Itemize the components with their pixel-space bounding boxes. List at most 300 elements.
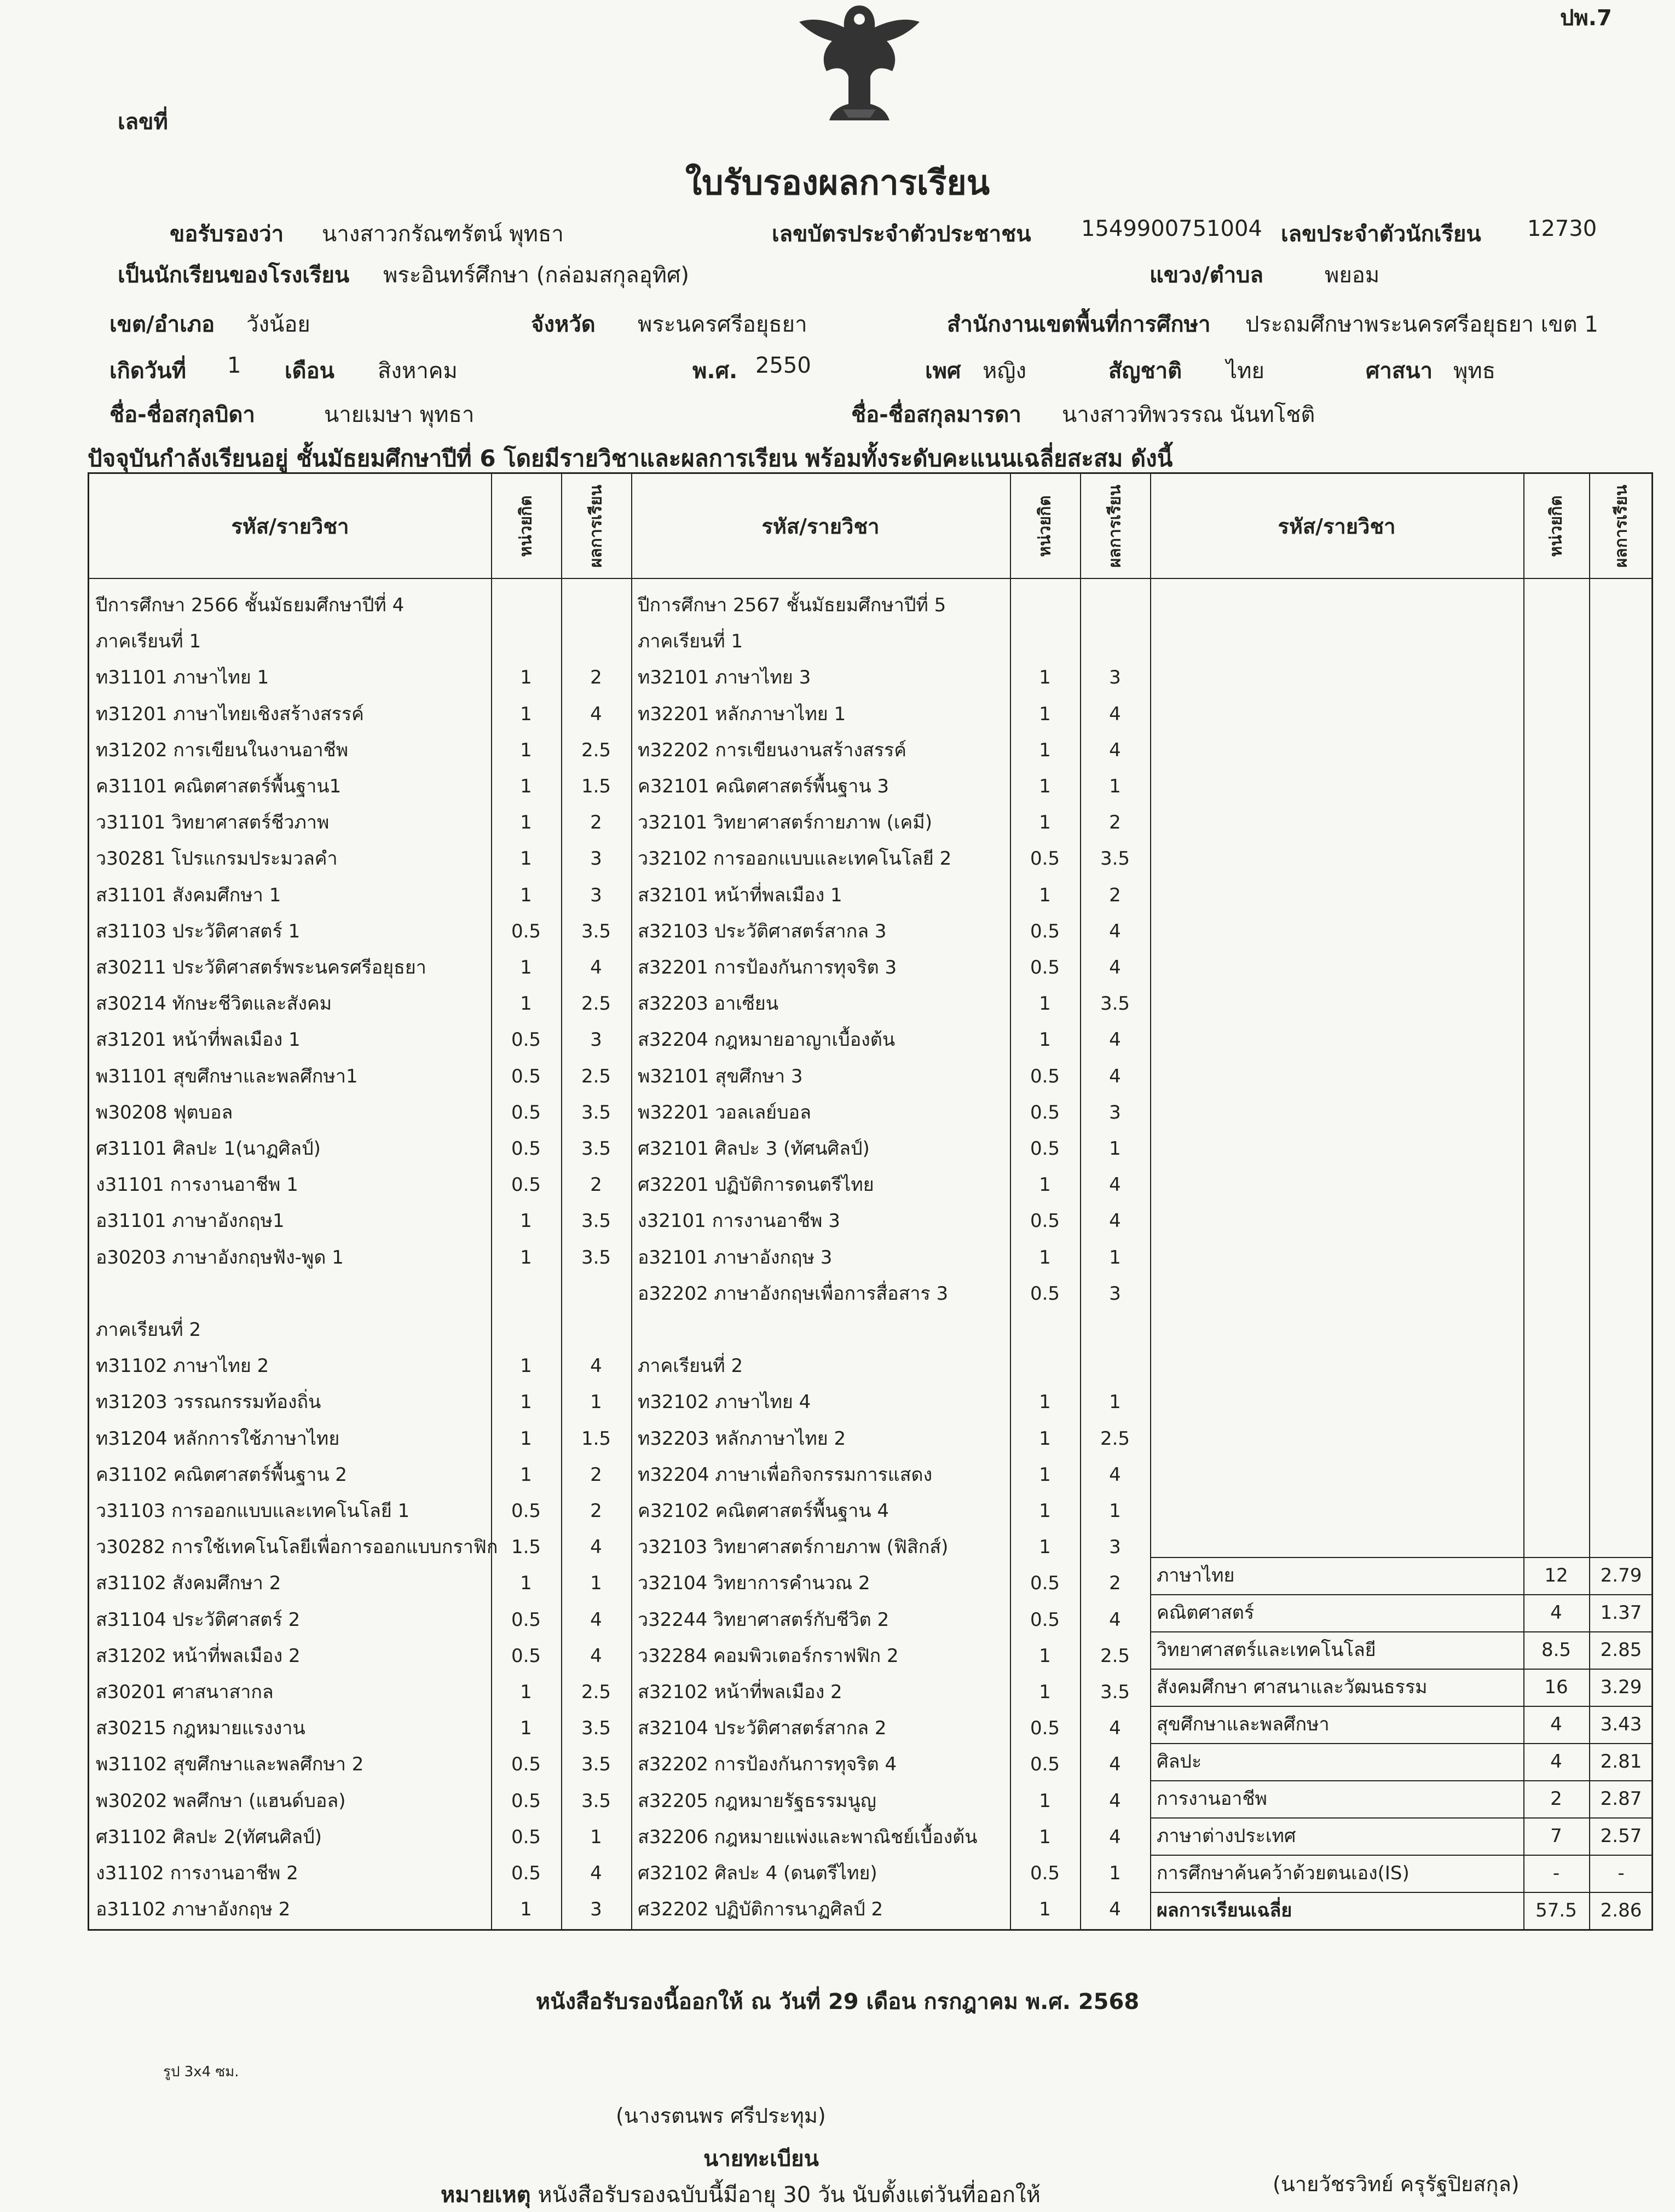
- credit-cell: [1010, 589, 1080, 622]
- grade-cell: 3: [590, 1898, 602, 1921]
- credit-cell: 0.5: [1030, 1101, 1060, 1124]
- credit-cell: 0.5: [511, 1101, 541, 1124]
- credit-cell: 1: [1039, 703, 1051, 725]
- grade-cell: 2.5: [581, 1065, 611, 1087]
- summary-credit-cell: 8.5: [1541, 1639, 1572, 1661]
- grade-cell: [1080, 1350, 1150, 1382]
- education-office: ประถมศึกษาพระนครศรีอยุธยา เขต 1: [1245, 312, 1598, 337]
- subject-cell: ส30201 ศาสนาสากล: [96, 1681, 274, 1703]
- student-name: นางสาวกรัณฑรัตน์ พุทธา: [322, 222, 564, 247]
- subject-cell: ว32101 วิทยาศาสตร์กายภาพ (เคมี): [638, 812, 932, 834]
- subject-cell: ภาคเรียนที่ 1: [638, 630, 743, 653]
- subject-cell: ท31202 การเขียนในงานอาชีพ: [96, 739, 349, 761]
- subject-cell: ภาคเรียนที่ 1: [96, 630, 201, 653]
- summary-grade-cell: 2.85: [1600, 1639, 1642, 1661]
- grade-cell: 3.5: [581, 1717, 611, 1740]
- summary-subject-cell: การศึกษาค้นคว้าด้วยตนเอง(IS): [1157, 1862, 1410, 1884]
- subject-cell: ศ32202 ปฏิบัติการนาฏศิลป์ 2: [638, 1898, 883, 1921]
- subject-cell: ท31201 ภาษาไทยเชิงสร้างสรรค์: [96, 703, 364, 725]
- summary-grade-cell: 2.86: [1600, 1900, 1642, 1921]
- garuda-emblem-icon: [777, 0, 942, 126]
- grade-cell: 3.5: [581, 1101, 611, 1124]
- summary-grade-cell: 3.29: [1600, 1676, 1642, 1698]
- summary-subject-cell: ภาษาไทย: [1157, 1565, 1235, 1586]
- credit-cell: [491, 625, 561, 658]
- credit-cell: 1: [1039, 1391, 1051, 1414]
- student-info-line-1: [0, 216, 1675, 249]
- summary-credit-cell: 4: [1550, 1751, 1562, 1773]
- grade-cell: 4: [1109, 1608, 1121, 1631]
- credit-cell: 1: [520, 812, 532, 834]
- student-info-line-4: [0, 353, 1675, 386]
- credit-cell: 1: [520, 1572, 532, 1595]
- form-code: ปพ.7: [1560, 5, 1612, 31]
- grade-cell: 2: [1109, 812, 1121, 834]
- province: พระนครศรีอยุธยา: [638, 312, 807, 337]
- subject-cell: อ31101 ภาษาอังกฤษ1: [96, 1210, 285, 1232]
- subject-cell: ท31204 หลักการใช้ภาษาไทย: [96, 1427, 340, 1450]
- subject-cell: ท31101 ภาษาไทย 1: [96, 667, 269, 689]
- district: วังน้อย: [246, 312, 310, 337]
- header-subject-3: รหัส/รายวิชา: [1278, 514, 1396, 538]
- grade-cell: 3.5: [581, 1753, 611, 1776]
- registrar-title: นายทะเบียน: [703, 2146, 819, 2172]
- grade-cell: 1: [1109, 1862, 1121, 1884]
- credit-cell: 0.5: [1030, 1717, 1060, 1740]
- subject-cell: ส31101 สังคมศึกษา 1: [96, 884, 281, 906]
- grade-cell: [561, 625, 631, 658]
- credit-cell: 1: [520, 1681, 532, 1703]
- credit-cell: 1: [520, 957, 532, 978]
- subdistrict: พยอม: [1325, 263, 1380, 288]
- status-line: ปัจจุบันกำลังเรียนอยู่ ชั้นมัธยมศึกษาปีที่ 6 โดยมีรายวิชาและผลการเรียน พร้อมทั้งระดับคะแนนเฉลี่ยสะสม ดังนี้: [88, 445, 1173, 472]
- subject-cell: อ30203 ภาษาอังกฤษฟัง-พูด 1: [96, 1246, 344, 1269]
- grade-cell: 1.5: [581, 1427, 611, 1450]
- grade-cell: 2.5: [581, 993, 611, 1015]
- district-label: เขต/อำเภอ: [109, 312, 215, 337]
- subject-cell: ว32284 คอมพิวเตอร์กราฟฟิก 2: [638, 1644, 899, 1667]
- student-info-line-3: [0, 306, 1675, 339]
- registrar-name: (นางรตนพร ศรีประทุม): [616, 2104, 826, 2128]
- birth-day: 1: [227, 353, 241, 378]
- subject-cell: อ32101 ภาษาอังกฤษ 3: [638, 1246, 833, 1269]
- credit-cell: 0.5: [1030, 1572, 1060, 1595]
- credit-cell: [491, 1313, 561, 1346]
- nationality: ไทย: [1226, 358, 1264, 384]
- credit-cell: 1: [1039, 1500, 1051, 1522]
- credit-cell: 1: [520, 1210, 532, 1232]
- credit-cell: [491, 589, 561, 622]
- grade-cell: 3.5: [581, 1210, 611, 1232]
- subject-cell: ท31203 วรรณกรรมท้องถิ่น: [96, 1391, 321, 1414]
- credit-cell: 0.5: [1030, 957, 1060, 978]
- grade-cell: 4: [1109, 1463, 1121, 1486]
- credit-cell: 0.5: [511, 1608, 541, 1631]
- subject-cell: ศ31102 ศิลปะ 2(ทัศนศิลป์): [96, 1826, 322, 1848]
- summary-row-line: [1150, 1706, 1651, 1707]
- summary-subject-cell: ผลการเรียนเฉลี่ย: [1157, 1900, 1292, 1921]
- grade-cell: 2: [590, 1174, 602, 1196]
- subject-cell: พ30202 พลศึกษา (แฮนด์บอล): [96, 1790, 346, 1812]
- credit-cell: 1: [1039, 739, 1051, 761]
- grade-cell: 4: [590, 1355, 602, 1377]
- subject-cell: ส31202 หน้าที่พลเมือง 2: [96, 1644, 301, 1667]
- credit-cell: 1: [1039, 993, 1051, 1015]
- summary-grade-cell: 3.43: [1600, 1713, 1642, 1735]
- subject-cell: ท31102 ภาษาไทย 2: [96, 1355, 269, 1377]
- credit-cell: 0.5: [1030, 848, 1060, 870]
- subject-cell: ส31102 สังคมศึกษา 2: [96, 1572, 281, 1595]
- grade-table: [88, 472, 1653, 1931]
- credit-cell: 1: [1039, 1427, 1051, 1450]
- grade-cell: 3: [1109, 667, 1121, 689]
- subject-cell: ปีการศึกษา 2566 ชั้นมัธยมศึกษาปีที่ 4: [96, 594, 405, 616]
- header-grade-1: ผลการเรียน: [586, 484, 606, 568]
- summary-grade-cell: 2.81: [1600, 1751, 1642, 1773]
- subject-cell: ส30211 ประวัติศาสตร์พระนครศรีอยุธยา: [96, 957, 426, 978]
- grade-cell: 3.5: [581, 1790, 611, 1812]
- credit-cell: 0.5: [511, 1065, 541, 1087]
- grade-cell: 3.5: [581, 1246, 611, 1269]
- sex: หญิง: [983, 358, 1026, 384]
- subject-cell: ว30281 โปรแกรมประมวลคำ: [96, 848, 338, 870]
- grade-cell: [1080, 589, 1150, 622]
- summary-grade-cell: 2.87: [1600, 1788, 1642, 1810]
- header-credit-2: หน่วยกิต: [1035, 495, 1055, 557]
- summary-grade-cell: 1.37: [1600, 1602, 1642, 1624]
- subject-cell: ส32101 หน้าที่พลเมือง 1: [638, 884, 842, 906]
- remark-text: หนังสือรับรองฉบับนี้มีอายุ 30 วัน นับตั้งแต่วันที่ออกให้: [538, 2182, 1041, 2208]
- student-no-label: เลขประจำตัวนักเรียน: [1281, 222, 1481, 247]
- summary-subject-cell: ภาษาต่างประเทศ: [1157, 1825, 1296, 1847]
- subject-cell: ง31102 การงานอาชีพ 2: [96, 1862, 298, 1884]
- grade-cell: [1080, 1313, 1150, 1346]
- subject-cell: ว32102 การออกแบบและเทคโนโลยี 2: [638, 848, 952, 870]
- grade-cell: 4: [1109, 1717, 1121, 1740]
- grade-cell: [561, 1277, 631, 1310]
- birth-day-label: เกิดวันที่: [109, 358, 187, 384]
- grade-cell: 3: [1109, 1536, 1121, 1559]
- student-info-line-6: [0, 441, 1675, 473]
- credit-cell: 1: [520, 1355, 532, 1377]
- sex-label: เพศ: [925, 358, 961, 384]
- subject-cell: ท32201 หลักภาษาไทย 1: [638, 703, 846, 725]
- grade-cell: 1: [1109, 1246, 1121, 1269]
- credit-cell: 1: [1039, 1790, 1051, 1812]
- grade-cell: 1: [1109, 1391, 1121, 1414]
- header-subject-2: รหัส/รายวิชา: [761, 514, 880, 538]
- credit-cell: 0.5: [1030, 1138, 1060, 1160]
- id-card-number: 1549900751004: [1081, 216, 1262, 241]
- grade-cell: 3: [1109, 1282, 1121, 1305]
- grade-cell: 4: [1109, 1210, 1121, 1232]
- grade-cell: 2: [1109, 1572, 1121, 1595]
- credit-cell: 0.5: [1030, 1608, 1060, 1631]
- subject-cell: ส31103 ประวัติศาสตร์ 1: [96, 920, 301, 942]
- credit-cell: 1.5: [511, 1536, 541, 1559]
- summary-grade-cell: 2.57: [1600, 1825, 1642, 1847]
- subject-cell: ภาคเรียนที่ 2: [96, 1319, 201, 1341]
- religion-label: ศาสนา: [1366, 358, 1433, 384]
- grade-cell: 1: [1109, 1500, 1121, 1522]
- subject-cell: ศ32201 ปฏิบัติการดนตรีไทย: [638, 1174, 874, 1196]
- grade-cell: 1: [590, 1391, 602, 1414]
- summary-credit-cell: 12: [1544, 1565, 1568, 1586]
- subject-cell: ส32206 กฎหมายแพ่งและพาณิชย์เบื้องต้น: [638, 1826, 978, 1848]
- grade-cell: 2.5: [581, 739, 611, 761]
- grade-cell: 4: [590, 1608, 602, 1631]
- certify-label: ขอรับรองว่า: [170, 222, 284, 247]
- summary-credit-cell: 2: [1550, 1788, 1562, 1810]
- summary-row-line: [1150, 1594, 1651, 1595]
- grade-cell: 4: [1109, 1174, 1121, 1196]
- subject-cell: ส30214 ทักษะชีวิตและสังคม: [96, 993, 332, 1015]
- grade-cell: 2: [590, 667, 602, 689]
- summary-credit-cell: 7: [1550, 1825, 1562, 1847]
- grade-cell: 4: [1109, 1753, 1121, 1776]
- subject-cell: ว31101 วิทยาศาสตร์ชีวภาพ: [96, 812, 330, 834]
- credit-cell: 0.5: [1030, 1753, 1060, 1776]
- subject-cell: ท32204 ภาษาเพื่อกิจกรรมการแสดง: [638, 1463, 933, 1486]
- subject-cell: ศ32102 ศิลปะ 4 (ดนตรีไทย): [638, 1862, 877, 1884]
- grade-cell: 2: [590, 1500, 602, 1522]
- subject-cell: พ32201 วอลเลย์บอล: [638, 1101, 811, 1124]
- summary-subject-cell: สุขศึกษาและพลศึกษา: [1157, 1713, 1330, 1735]
- grade-cell: 2: [590, 1463, 602, 1486]
- father-label: ชื่อ-ชื่อสกุลบิดา: [109, 402, 255, 427]
- birth-month-label: เดือน: [285, 358, 335, 384]
- subject-cell: ว32104 วิทยาการคำนวณ 2: [638, 1572, 870, 1595]
- subject-cell: ว31103 การออกแบบและเทคโนโลยี 1: [96, 1500, 410, 1522]
- school-label: เป็นนักเรียนของโรงเรียน: [118, 263, 350, 288]
- credit-cell: 1: [520, 667, 532, 689]
- credit-cell: 0.5: [511, 1029, 541, 1051]
- mother-label: ชื่อ-ชื่อสกุลมารดา: [851, 402, 1021, 427]
- credit-cell: 1: [1039, 884, 1051, 906]
- subject-cell: ท32102 ภาษาไทย 4: [638, 1391, 811, 1414]
- grade-cell: 1: [590, 1572, 602, 1595]
- credit-cell: 1: [1039, 1826, 1051, 1848]
- credit-cell: 0.5: [511, 1644, 541, 1667]
- credit-cell: 1: [520, 848, 532, 870]
- credit-cell: 1: [520, 703, 532, 725]
- credit-cell: 1: [1039, 1644, 1051, 1667]
- grade-cell: 3.5: [1100, 1681, 1130, 1703]
- grade-cell: 3.5: [581, 1138, 611, 1160]
- grade-cell: 4: [1109, 1029, 1121, 1051]
- summary-subject-cell: การงานอาชีพ: [1157, 1788, 1267, 1810]
- grade-cell: 2.5: [1100, 1427, 1130, 1450]
- summary-subject-cell: สังคมศึกษา ศาสนาและวัฒนธรรม: [1157, 1676, 1428, 1698]
- credit-cell: 0.5: [511, 1790, 541, 1812]
- credit-cell: 1: [1039, 667, 1051, 689]
- grade-cell: 3.5: [1100, 993, 1130, 1015]
- summary-credit-cell: 16: [1544, 1676, 1568, 1698]
- credit-cell: 1: [520, 884, 532, 906]
- subject-cell: พ32101 สุขศึกษา 3: [638, 1065, 803, 1087]
- credit-cell: 1: [1039, 775, 1051, 797]
- summary-subject-cell: คณิตศาสตร์: [1157, 1602, 1255, 1624]
- grade-cell: 4: [1109, 739, 1121, 761]
- grade-cell: 4: [590, 1862, 602, 1884]
- credit-cell: 1: [1039, 1536, 1051, 1559]
- grade-cell: 1: [1109, 1138, 1121, 1160]
- subject-cell: ส32201 การป้องกันการทุจริต 3: [638, 957, 897, 978]
- header-subject-1: รหัส/รายวิชา: [231, 514, 349, 538]
- credit-cell: 1: [520, 993, 532, 1015]
- grade-cell: 1: [590, 1826, 602, 1848]
- subject-cell: พ30208 ฟุตบอล: [96, 1101, 233, 1124]
- grade-cell: 4: [1109, 957, 1121, 978]
- subdistrict-label: แขวง/ตำบล: [1150, 263, 1264, 288]
- director-name: (นายวัชรวิทย์ ครุรัฐปิยสกุล): [1273, 2172, 1520, 2196]
- credit-cell: 1: [520, 1427, 532, 1450]
- student-info-line-2: [0, 257, 1675, 290]
- birth-month: สิงหาคม: [378, 358, 458, 384]
- credit-cell: 1: [520, 1717, 532, 1740]
- grade-cell: 4: [590, 957, 602, 978]
- grade-cell: 4: [1109, 703, 1121, 725]
- credit-cell: 0.5: [1030, 920, 1060, 942]
- issue-date-line: หนังสือรับรองนี้ออกให้ ณ วันที่ 29 เดือน กรกฎาคม พ.ศ. 2568: [535, 1989, 1140, 2014]
- document-title: ใบรับรองผลการเรียน: [685, 163, 990, 202]
- id-card-label: เลขบัตรประจำตัวประชาชน: [772, 222, 1031, 247]
- subject-cell: ส32103 ประวัติศาสตร์สากล 3: [638, 920, 887, 942]
- subject-cell: ภาคเรียนที่ 2: [638, 1355, 743, 1377]
- grade-cell: 4: [590, 703, 602, 725]
- subject-cell: ว32103 วิทยาศาสตร์กายภาพ (ฟิสิกส์): [638, 1536, 949, 1559]
- grade-cell: 3: [590, 1029, 602, 1051]
- grade-cell: 1.5: [581, 775, 611, 797]
- credit-cell: 0.5: [511, 1862, 541, 1884]
- photo-size-note: รูป 3x4 ซม.: [163, 2064, 239, 2080]
- summary-row-line: [1150, 1817, 1651, 1819]
- subject-cell: ส32203 อาเซียน: [638, 993, 779, 1015]
- grade-cell: 3: [1109, 1101, 1121, 1124]
- summary-row-line: [1150, 1631, 1651, 1632]
- summary-subject-cell: วิทยาศาสตร์และเทคโนโลยี: [1157, 1639, 1376, 1661]
- credit-cell: [1010, 1313, 1080, 1346]
- grade-cell: 4: [1109, 920, 1121, 942]
- subject-cell: ส32202 การป้องกันการทุจริต 4: [638, 1753, 897, 1776]
- grade-cell: [561, 589, 631, 622]
- education-office-label: สำนักงานเขตพื้นที่การศึกษา: [947, 312, 1211, 337]
- subject-cell: ท32203 หลักภาษาไทย 2: [638, 1427, 846, 1450]
- subject-cell: ง31101 การงานอาชีพ 1: [96, 1174, 298, 1196]
- summary-grade-cell: -: [1618, 1862, 1625, 1884]
- subject-cell: ส30215 กฎหมายแรงงาน: [96, 1717, 305, 1740]
- subject-cell: ค31101 คณิตศาสตร์พื้นฐาน1: [96, 775, 342, 797]
- credit-cell: [1010, 1350, 1080, 1382]
- subject-cell: ส31104 ประวัติศาสตร์ 2: [96, 1608, 301, 1631]
- nationality-label: สัญชาติ: [1108, 358, 1182, 384]
- grade-cell: 4: [1109, 1826, 1121, 1848]
- credit-cell: 1: [1039, 1463, 1051, 1486]
- summary-grade-cell: 2.79: [1600, 1565, 1642, 1586]
- grade-cell: 2.5: [1100, 1644, 1130, 1667]
- subject-cell: อ31102 ภาษาอังกฤษ 2: [96, 1898, 291, 1921]
- credit-cell: [491, 1277, 561, 1310]
- credit-cell: 0.5: [1030, 1282, 1060, 1305]
- religion: พุทธ: [1453, 358, 1496, 384]
- credit-cell: 1: [1039, 1246, 1051, 1269]
- grade-cell: 2.5: [581, 1681, 611, 1703]
- grade-cell: 2: [590, 812, 602, 834]
- summary-credit-cell: 57.5: [1535, 1900, 1577, 1921]
- birth-year-label: พ.ศ.: [692, 358, 738, 384]
- summary-row-line: [1150, 1892, 1651, 1893]
- header-credit-1: หน่วยกิต: [516, 495, 536, 557]
- subject-cell: ง32101 การงานอาชีพ 3: [638, 1210, 840, 1232]
- subject-cell: ส32205 กฎหมายรัฐธรรมนูญ: [638, 1790, 876, 1812]
- summary-row-line: [1150, 1780, 1651, 1781]
- summary-row-line: [1150, 1669, 1651, 1670]
- subject-cell: พ31102 สุขศึกษาและพลศึกษา 2: [96, 1753, 364, 1776]
- grade-cell: 3: [590, 884, 602, 906]
- credit-cell: 1: [520, 1391, 532, 1414]
- summary-credit-cell: 4: [1550, 1602, 1562, 1624]
- grade-cell: 4: [1109, 1898, 1121, 1921]
- student-info-line-5: [0, 397, 1675, 430]
- grade-cell: [1080, 625, 1150, 658]
- credit-cell: 0.5: [1030, 1065, 1060, 1087]
- subject-cell: ส32102 หน้าที่พลเมือง 2: [638, 1681, 842, 1703]
- header-credit-3: หน่วยกิต: [1546, 495, 1566, 557]
- father-name: นายเมษา พุทธา: [324, 402, 475, 427]
- summary-row-line: [1150, 1743, 1651, 1744]
- credit-cell: 0.5: [1030, 1862, 1060, 1884]
- subject-cell: อ32202 ภาษาอังกฤษเพื่อการสื่อสาร 3: [638, 1282, 949, 1305]
- grade-cell: 3.5: [1100, 848, 1130, 870]
- subject-cell: ท32202 การเขียนงานสร้างสรรค์: [638, 739, 907, 761]
- subject-cell: พ31101 สุขศึกษาและพลศึกษา1: [96, 1065, 358, 1087]
- grade-cell: 3: [590, 848, 602, 870]
- subject-cell: ค31102 คณิตศาสตร์พื้นฐาน 2: [96, 1463, 348, 1486]
- subject-cell: ท32101 ภาษาไทย 3: [638, 667, 811, 689]
- credit-cell: 0.5: [511, 920, 541, 942]
- credit-cell: 0.5: [511, 1753, 541, 1776]
- credit-cell: 1: [520, 739, 532, 761]
- province-label: จังหวัด: [531, 312, 596, 337]
- credit-cell: 1: [520, 1898, 532, 1921]
- grade-cell: 3.5: [581, 920, 611, 942]
- subject-cell: ค32101 คณิตศาสตร์พื้นฐาน 3: [638, 775, 890, 797]
- credit-cell: 0.5: [511, 1826, 541, 1848]
- subject-cell: ค32102 คณิตศาสตร์พื้นฐาน 4: [638, 1500, 890, 1522]
- credit-cell: 1: [1039, 1174, 1051, 1196]
- remark: [441, 2177, 1041, 2212]
- remark-label: หมายเหตุ: [441, 2182, 531, 2208]
- summary-subject-cell: ศิลปะ: [1157, 1751, 1202, 1773]
- credit-cell: 1: [1039, 1029, 1051, 1051]
- subject-cell: ว32244 วิทยาศาสตร์กับชีวิต 2: [638, 1608, 890, 1631]
- subject-cell: ศ31101 ศิลปะ 1(นาฏศิลป์): [96, 1138, 321, 1160]
- credit-cell: 0.5: [511, 1174, 541, 1196]
- student-number: 12730: [1527, 216, 1597, 241]
- credit-cell: 0.5: [1030, 1210, 1060, 1232]
- grade-cell: 4: [590, 1536, 602, 1559]
- summary-credit-cell: 4: [1550, 1713, 1562, 1735]
- school-name: พระอินทร์ศึกษา (กล่อมสกุลอุทิศ): [383, 263, 689, 288]
- credit-cell: [1010, 625, 1080, 658]
- summary-credit-cell: -: [1552, 1862, 1560, 1884]
- subject-cell: ว30282 การใช้เทคโนโลยีเพื่อการออกแบบกราฟิก: [96, 1536, 498, 1559]
- grade-cell: 1: [1109, 775, 1121, 797]
- header-grade-3: ผลการเรียน: [1612, 484, 1631, 568]
- summary-row-line: [1150, 1557, 1651, 1558]
- subject-cell: ส31201 หน้าที่พลเมือง 1: [96, 1029, 301, 1051]
- credit-cell: 1: [1039, 1898, 1051, 1921]
